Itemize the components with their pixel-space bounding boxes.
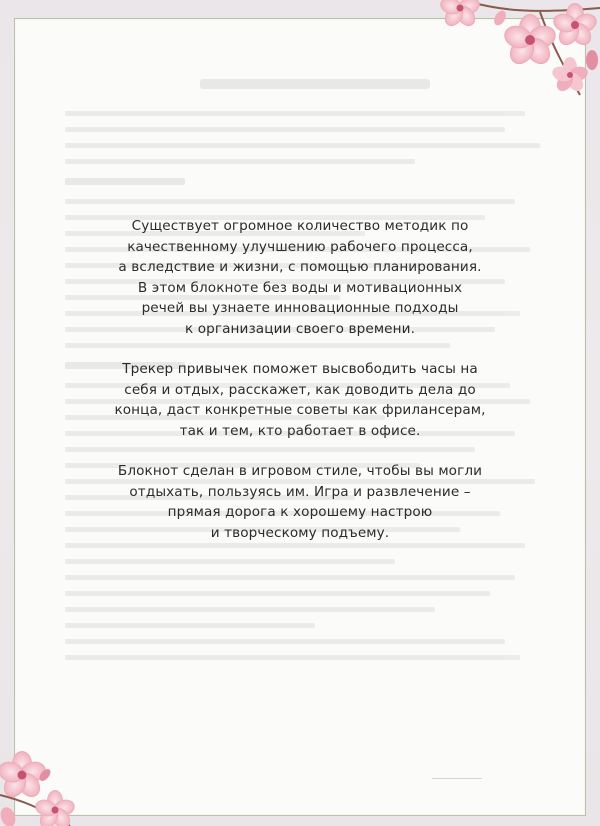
text-line: качественному улучшению рабочего процесса,	[127, 238, 473, 255]
text-line: а вследствие и жизни, с помощью планирования.	[118, 259, 482, 275]
divider	[432, 778, 482, 779]
cherry-blossom-top-right-icon	[430, 0, 600, 110]
text-line: Существует огромное количество методик по	[131, 218, 469, 234]
text-line: так и тем, кто работает в офисе.	[179, 422, 421, 439]
text-line: к организации своего времени.	[185, 320, 415, 337]
cherry-blossom-bottom-left-icon	[0, 745, 95, 826]
text-line: Трекер привычек поможет высвободить часы на	[122, 361, 478, 377]
text-line: себя и отдых, расскажет, как доводить дела до	[124, 381, 476, 398]
text-line: прямая дорога к хорошему настрою	[167, 504, 433, 520]
paragraph-methods	[40, 216, 560, 339]
text-line: Блокнот сделан в игровом стиле, чтобы вы могли	[117, 463, 483, 479]
text-line: отдыхать, пользуясь им. Игра и развлечение –	[129, 483, 471, 500]
paragraph-tracker	[40, 359, 560, 441]
text-line: речей вы узнаете инновационные подходы	[141, 300, 459, 316]
text-line: конца, даст конкретные советы как фрилансерам,	[114, 402, 486, 418]
paragraph-game-style	[40, 461, 560, 543]
text-line: и творческому подъему.	[210, 524, 390, 541]
text-line: В этом блокноте без воды и мотивационных	[137, 279, 463, 296]
description-text	[40, 216, 560, 563]
